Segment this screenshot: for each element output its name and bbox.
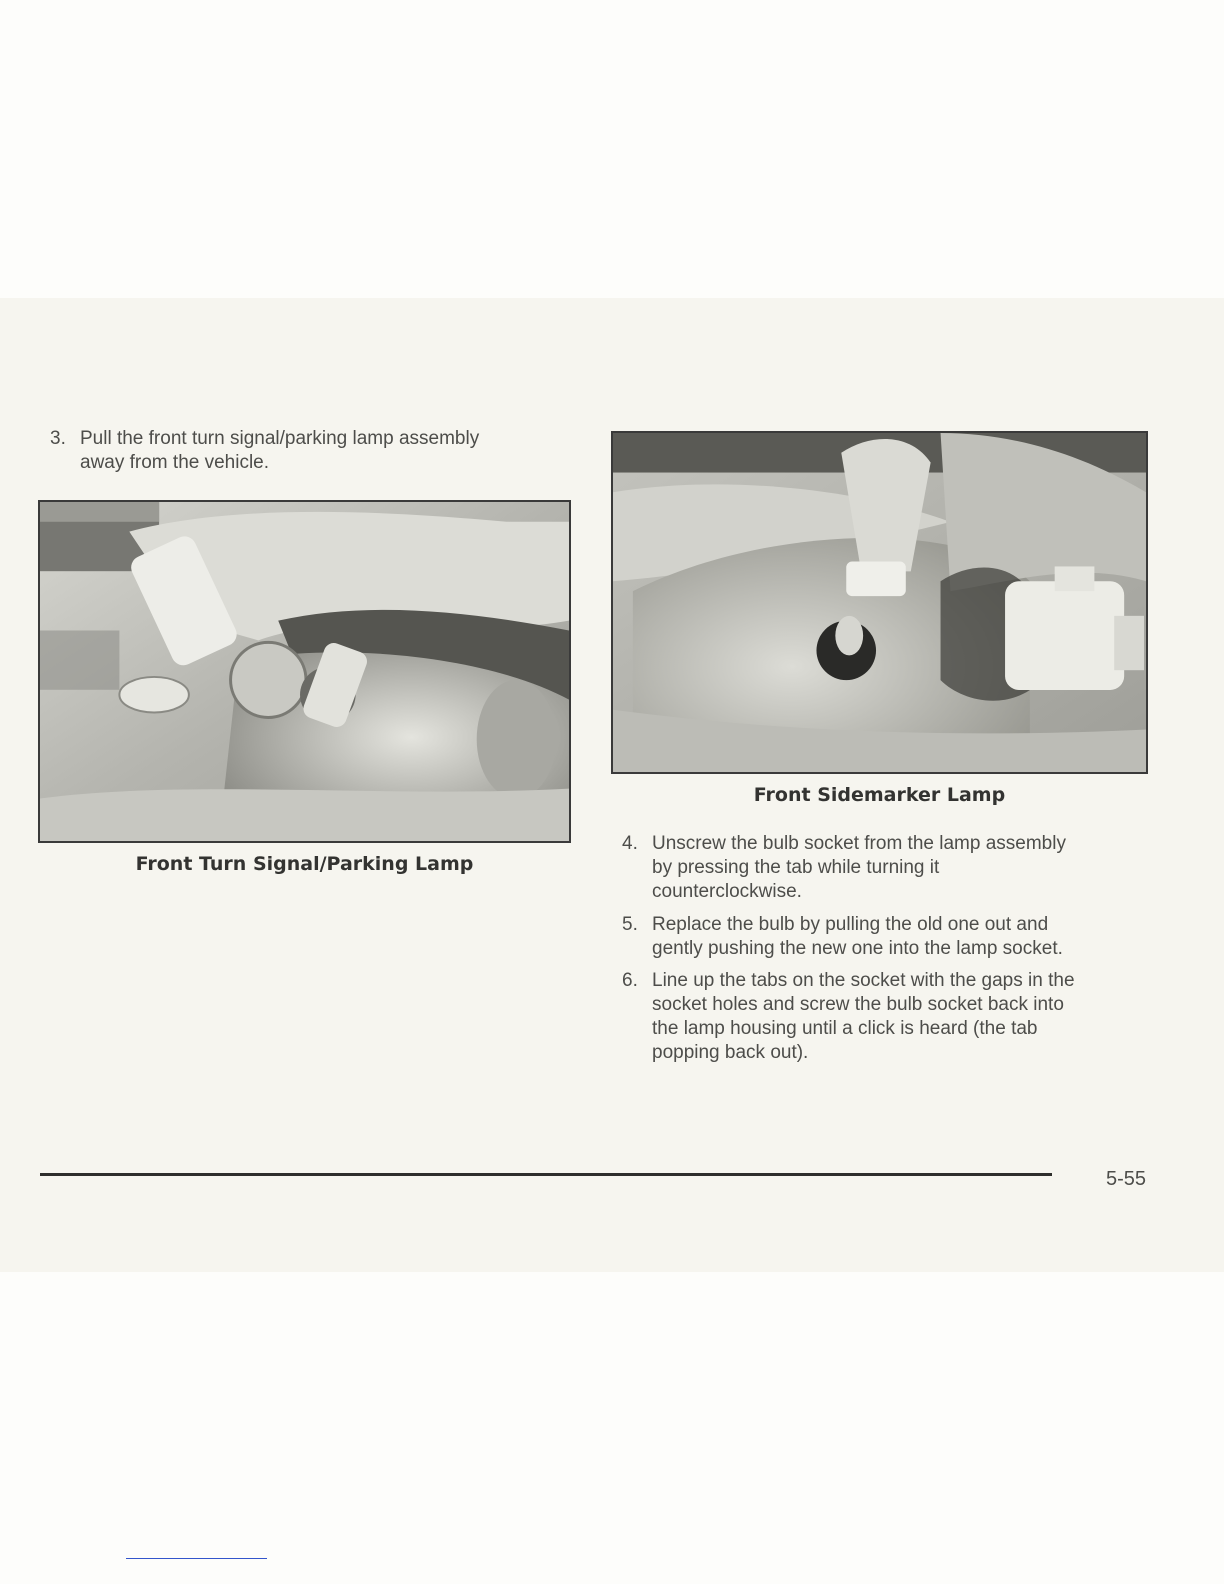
step-line: popping back out). — [652, 1042, 809, 1063]
footer-rule — [40, 1173, 1052, 1176]
step-line: Replace the bulb by pulling the old one out and — [652, 914, 1049, 935]
step-line: Pull the front turn signal/parking lamp assembly — [80, 428, 480, 449]
step-line: socket holes and screw the bulb socket back into — [652, 994, 1064, 1015]
footer-link-underline — [126, 1558, 267, 1559]
step-number: 5. — [622, 914, 638, 935]
step-number: 6. — [622, 970, 638, 991]
left-figure-caption: Front Turn Signal/Parking Lamp — [135, 853, 474, 875]
front-turn-signal-photo — [38, 500, 571, 843]
step-6 — [622, 969, 1142, 1065]
step-line: gently pushing the new one into the lamp socket. — [652, 938, 1063, 959]
step-line: Line up the tabs on the socket with the gaps in the — [652, 970, 1075, 991]
page-number: 5-55 — [1106, 1168, 1147, 1190]
step-text — [652, 913, 1142, 961]
step-line: Unscrew the bulb socket from the lamp assembly — [652, 833, 1066, 854]
step-5 — [622, 913, 1142, 961]
step-line: away from the vehicle. — [80, 452, 270, 473]
step-text — [80, 427, 550, 475]
step-4 — [622, 832, 1142, 904]
right-figure-caption: Front Sidemarker Lamp — [753, 784, 1006, 806]
step-number: 4. — [622, 833, 638, 854]
step-line: by pressing the tab while turning it — [652, 857, 940, 878]
step-text — [652, 832, 1142, 904]
step-number: 3. — [50, 428, 66, 449]
step-3 — [50, 427, 550, 477]
front-sidemarker-photo — [611, 431, 1148, 774]
step-line: counterclockwise. — [652, 881, 802, 902]
step-line: the lamp housing until a click is heard (the tab — [652, 1018, 1038, 1039]
step-text — [652, 969, 1142, 1065]
